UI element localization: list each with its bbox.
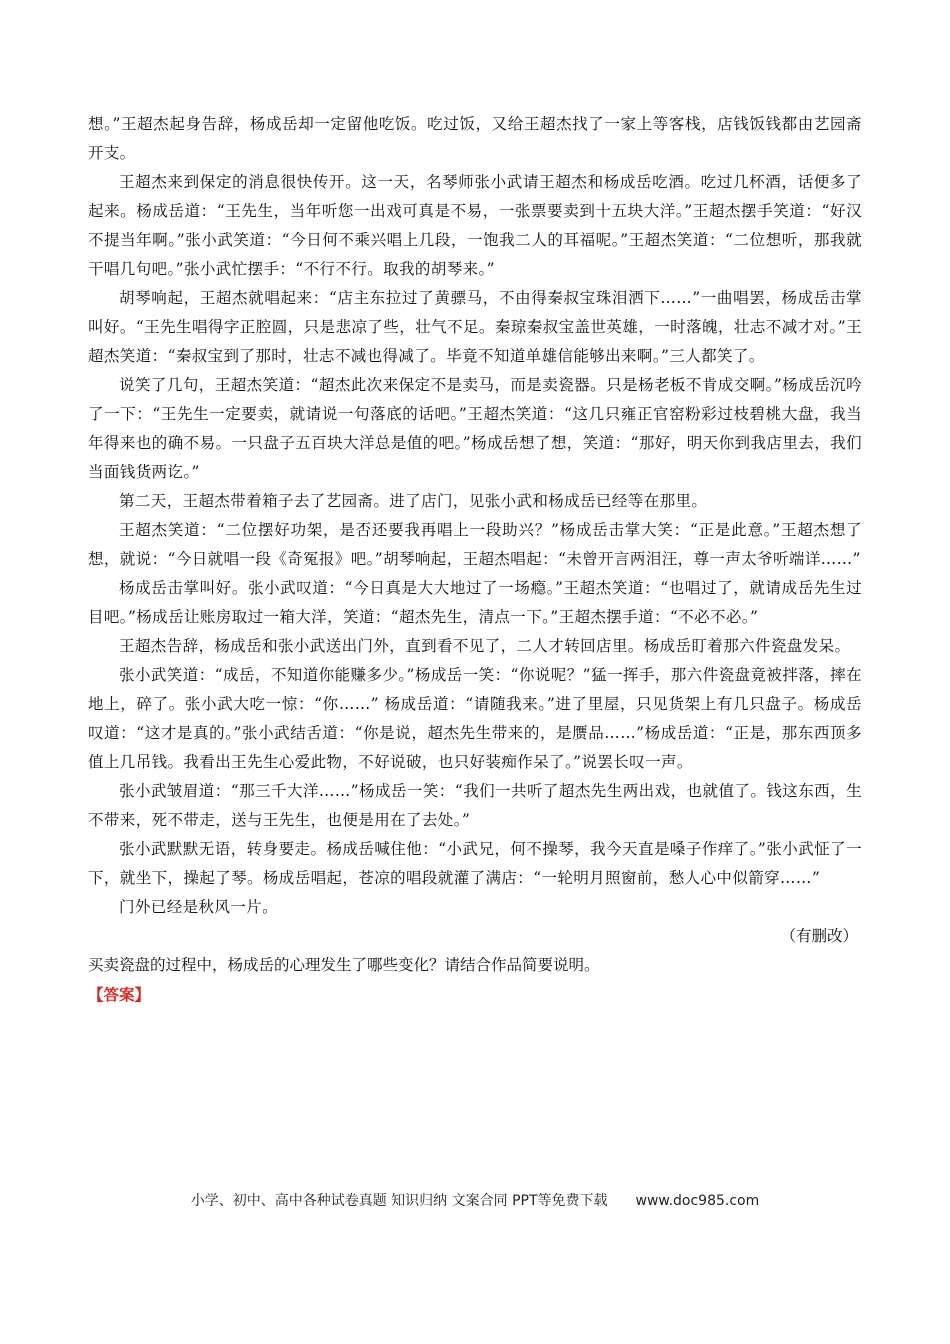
footer-url[interactable]: www.doc985.com [635,1193,760,1209]
paragraph: 王超杰笑道：“二位摆好功架，是否还要我再唱上一段助兴？”杨成岳击掌大笑：“正是此意。”王超杰想了想，就说：“今日就唱一段《奇冤报》吧。”胡琴响起，王超杰唱起：“未曾开言两泪汪，尊一声太爷听端详……” [88,521,862,568]
paragraph: 说笑了几句，王超杰笑道：“超杰此次来保定不是卖马，而是卖瓷器。只是杨老板不肯成交啊。”杨成岳沉吟了一下：“王先生一定要卖，就请说一句落底的话吧。”王超杰笑道：“这几只雍正官窑粉彩过枝碧桃大盘，我当年得来也的确不易。一只盘子五百块大洋总是值的吧。”杨成岳想了想，笑道：“那好，明天你到我店里去，我们当面钱货两讫。” [88,376,862,481]
paragraph: 张小武皱眉道：“那三千大洋……”杨成岳一笑：“我们一共听了超杰先生两出戏，也就值了。钱这东西，生不带来，死不带走，送与王先生，也便是用在了去处。” [88,782,862,829]
paragraph: 胡琴响起，王超杰就唱起来：“店主东拉过了黄骠马，不由得秦叔宝珠泪洒下……”一曲唱罢，杨成岳击掌叫好。“王先生唱得字正腔圆，只是悲凉了些，壮气不足。秦琼秦叔宝盖世英雄，一时落魄，壮志不减才对。”王超杰笑道：“秦叔宝到了那时，壮志不减也得减了。毕竟不知道单雄信能够出来啊。”三人都笑了。 [88,289,862,365]
footer-text: 小学、初中、高中各种试卷真题 知识归纳 文案合同 PPT等免费下载 [190,1193,608,1209]
question-text: 买卖瓷盘的过程中，杨成岳的心理发生了哪些变化？请结合作品简要说明。 [88,956,600,974]
paragraph: 第二天，王超杰带着箱子去了艺园斋。进了店门，见张小武和杨成岳已经等在那里。 [119,492,708,510]
paragraph: 张小武默默无语，转身要走。杨成岳喊住他：“小武兄，何不操琴，我今天直是嗓子作痒了。”张小武怔了一下，就坐下，操起了琴。杨成岳唱起，苍凉的唱段就灌了满店：“一轮明月照窗前，愁人心中似箭穿……” [88,840,862,887]
article-body [88,110,862,1009]
paragraph: 想。”王超杰起身告辞，杨成岳却一定留他吃饭。吃过饭，又给王超杰找了一家上等客栈，店钱饭钱都由艺园斋开支。 [88,115,862,162]
page-footer [0,1190,950,1210]
paragraph: 王超杰来到保定的消息很快传开。这一天，名琴师张小武请王超杰和杨成岳吃酒。吃过几杯酒，话便多了起来。杨成岳道：“王先生，当年听您一出戏可真是不易，一张票要卖到十五块大洋。”王超杰摆手笑道：“好汉不提当年啊。”张小武笑道：“今日何不乘兴唱上几段，一饱我二人的耳福呢。”王超杰笑道：“二位想听，那我就干唱几句吧。”张小武忙摆手：“不行不行。取我的胡琴来。” [88,173,862,278]
paragraph: 张小武笑道：“成岳，不知道你能赚多少。”杨成岳一笑：“你说呢？”猛一挥手，那六件瓷盘竟被拌落，摔在地上，碎了。张小武大吃一惊：“你……” 杨成岳道：“请随我来。”进了里屋，只见货架上有几只盘子。杨成岳叹道：“这才是真的。”张小武结舌道：“你是说，超杰先生带来的，是赝品……”杨成岳道：“正是，那东西顶多值上几吊钱。我看出王先生心爱此物，不好说破，也只好装痴作呆了。”说罢长叹一声。 [88,666,862,771]
answer-label: 【答案】 [88,985,151,1004]
paragraph: 门外已经是秋风一片。 [119,898,279,916]
paragraph: 王超杰告辞，杨成岳和张小武送出门外，直到看不见了，二人才转回店里。杨成岳盯着那六件瓷盘发呆。 [119,637,851,655]
paragraph: 杨成岳击掌叫好。张小武叹道：“今日真是大大地过了一场瘾。”王超杰笑道：“也唱过了，就请成岳先生过目吧。”杨成岳让账房取过一箱大洋，笑道：“超杰先生，清点一下。”王超杰摆手道：“不必不必。” [88,579,862,626]
source-note: （有删改） [780,927,858,945]
